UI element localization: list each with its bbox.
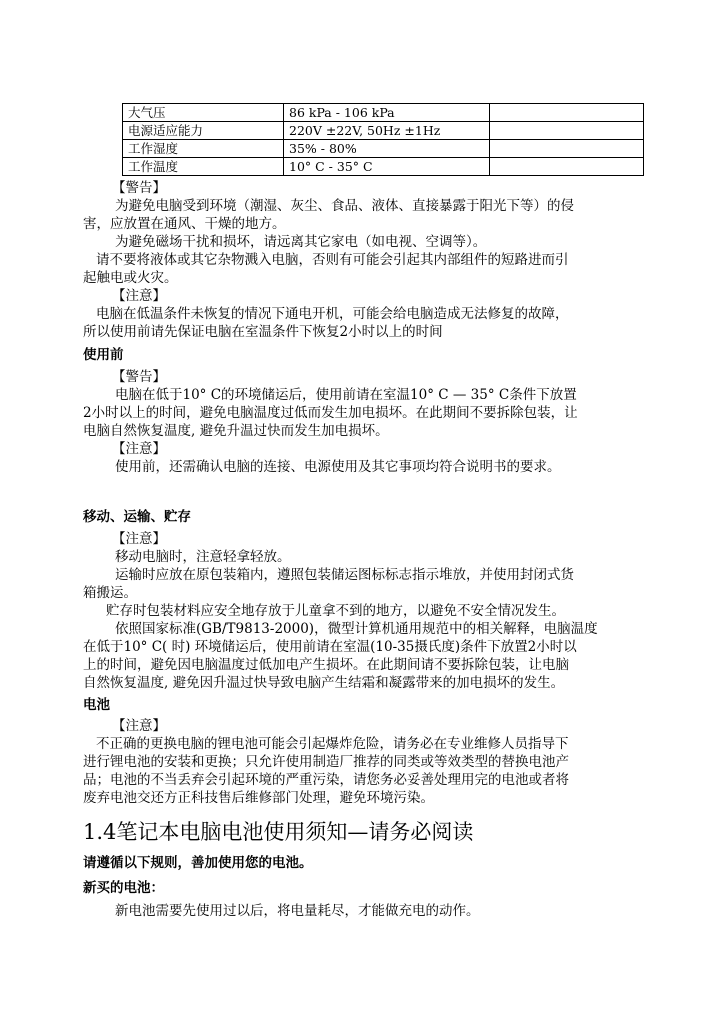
paragraph: 使用前，还需确认电脑的连接、电源使用及其它事项均符合说明书的要求。	[115, 459, 561, 475]
table-cell: 工作温度	[123, 158, 284, 176]
paragraph: 电脑在低温条件未恢复的情况下通电开机，可能会给电脑造成无法修复的故障，	[96, 306, 569, 322]
table-cell: 86 kPa - 106 kPa	[284, 104, 490, 122]
warning-label: 【警告】	[112, 180, 166, 196]
table-cell: 10° C - 35° C	[284, 158, 490, 176]
note-label: 【注意】	[112, 288, 166, 304]
table-cell: 35% - 80%	[284, 140, 490, 158]
paragraph: 为避免电脑受到环境（潮湿、灰尘、食品、液体、直接暴露于阳光下等）的侵	[115, 198, 574, 214]
section-heading: 使用前	[83, 347, 124, 363]
warning-label: 【警告】	[112, 369, 166, 385]
chapter-title: 1.4笔记本电脑电池使用须知—请务必阅读	[83, 820, 474, 844]
table-cell	[490, 158, 644, 176]
table-cell: 大气压	[123, 104, 284, 122]
paragraph: 所以使用前请先保证电脑在室温条件下恢复2小时以上的时间	[83, 324, 443, 340]
paragraph: 运输时应放在原包装箱内，遵照包装储运图标标志指示堆放，并使用封闭式货	[115, 567, 574, 583]
table-row	[123, 140, 644, 158]
subheading: 请遵循以下规则，善加使用您的电池。	[83, 855, 313, 871]
paragraph: 2小时以上的时间，避免电脑温度过低而发生加电损坏。在此期间不要拆除包装，让	[83, 405, 578, 421]
note-label: 【注意】	[112, 441, 166, 457]
subheading: 新买的电池：	[83, 880, 164, 896]
table-row	[123, 122, 644, 140]
paragraph: 移动电脑时，注意轻拿轻放。	[115, 549, 291, 565]
table-cell: 工作湿度	[123, 140, 284, 158]
paragraph: 进行锂电池的安装和更换；只允许使用制造厂推荐的同类或等效类型的替换电池产	[83, 754, 569, 770]
note-label: 【注意】	[112, 718, 166, 734]
paragraph: 上的时间，避免因电脑温度过低加电产生损坏。在此期间请不要拆除包装，让电脑	[83, 657, 569, 673]
spec-table	[122, 103, 644, 176]
paragraph: 电脑在低于10° C的环境储运后，使用前请在室温10° C — 35° C条件下放置	[115, 387, 577, 403]
paragraph: 起触电或火灾。	[83, 270, 178, 286]
table-cell: 电源适应能力	[123, 122, 284, 140]
paragraph: 自然恢复温度, 避免因升温过快导致电脑产生结霜和凝露带来的加电损坏的发生。	[83, 675, 565, 691]
paragraph: 品；电池的不当丢弃会引起环境的严重污染，请您务必妥善处理用完的电池或者将	[83, 772, 569, 788]
table-cell	[490, 104, 644, 122]
paragraph: 新电池需要先使用过以后，将电量耗尽，才能做充电的动作。	[115, 903, 480, 919]
paragraph: 为避免磁场干扰和损坏，请远离其它家电（如电视、空调等）。	[115, 234, 487, 250]
section-heading: 移动、运输、贮存	[83, 509, 191, 525]
table-cell	[490, 140, 644, 158]
paragraph: 请不要将液体或其它杂物溅入电脑，否则有可能会引起其内部组件的短路进而引	[96, 252, 569, 268]
paragraph: 依照国家标准(GB/T9813-2000)，微型计算机通用规范中的相关解释，电脑温度	[115, 621, 598, 637]
paragraph: 害，应放置在通风、干燥的地方。	[83, 216, 286, 232]
paragraph: 贮存时包装材料应安全地存放于儿童拿不到的地方，以避免不安全情况发生。	[106, 603, 565, 619]
paragraph: 电脑自然恢复温度, 避免升温过快而发生加电损坏。	[83, 423, 389, 439]
paragraph: 在低于10° C( 时) 环境储运后，使用前请在室温(10-35摄氏度)条件下放置2小时以	[83, 639, 577, 655]
table-row	[123, 158, 644, 176]
section-heading: 电池	[83, 697, 110, 713]
table-cell	[490, 122, 644, 140]
paragraph: 废弃电池交还方正科技售后维修部门处理，避免环境污染。	[83, 790, 434, 806]
table-cell: 220V ±22V, 50Hz ±1Hz	[284, 122, 490, 140]
note-label: 【注意】	[112, 531, 166, 547]
paragraph: 不正确的更换电脑的锂电池可能会引起爆炸危险，请务必在专业维修人员指导下	[96, 736, 569, 752]
table-row	[123, 104, 644, 122]
paragraph: 箱搬运。	[83, 585, 137, 601]
